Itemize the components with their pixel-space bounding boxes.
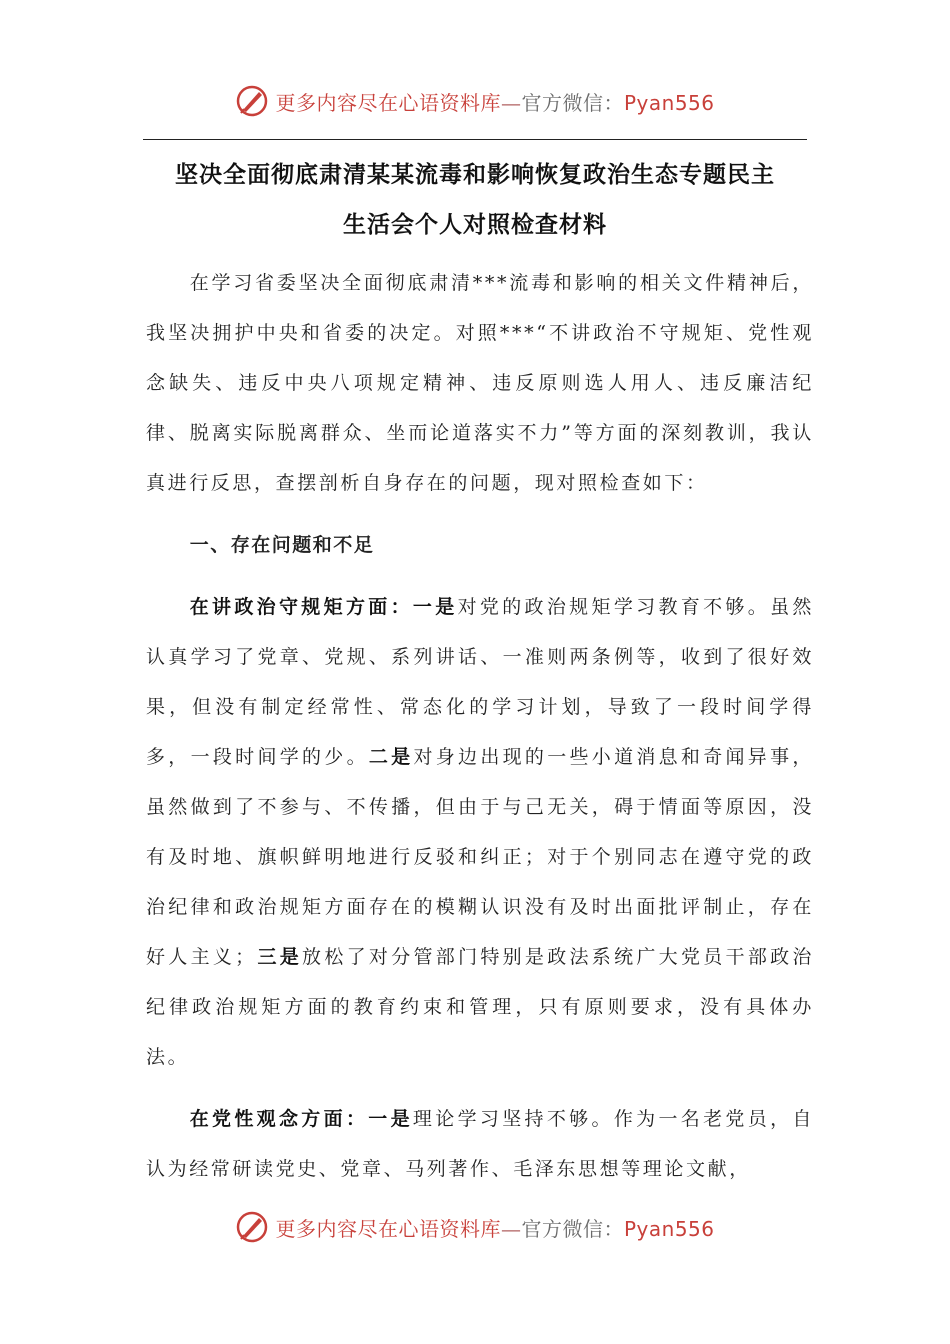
document-title — [143, 150, 807, 250]
banner-text: 更多内容尽在心语资料库—官方微信：Pyan556 — [275, 1216, 715, 1241]
document-body — [146, 258, 814, 1194]
intro-paragraph: 在学习省委坚决全面彻底肃清***流毒和影响的相关文件精神后，我坚决拥护中央和省委的决定。对照***“不讲政治不守规矩、党性观念缺失、违反中央八项规定精神、违反原则选人用人、违反廉洁纪律、脱离实际脱离群众、坐而论道落实不力”等方面的深刻教训，我认真进行反思，查摆剖析自身存在的问题，现对照检查如下： — [146, 272, 814, 494]
title-line-1: 坚决全面彻底肃清某某流毒和影响恢复政治生态专题民主 — [175, 161, 775, 188]
quill-logo-icon — [235, 1210, 269, 1244]
paragraph-party-spirit: 在党性观念方面：一是理论学习坚持不够。作为一名老党员，自认为经常研读党史、党章、马列著作、毛泽东思想等理论文献， — [146, 1108, 814, 1180]
paragraph-politics: 在讲政治守规矩方面：一是对党的政治规矩学习教育不够。虽然认真学习了党章、党规、系列讲话、一准则两条例等，收到了很好效果，但没有制定经常性、常态化的学习计划，导致了一段时间学得多，一段时间学的少。二是对身边出现的一些小道消息和奇闻异事，虽然做到了不参与、不传播，但由于与己无关，碍于情面等原因，没有及时地、旗帜鲜明地进行反驳和纠正；对于个别同志在遵守党的政治纪律和政治规矩方面存在的模糊认识没有及时出面批评制止，存在好人主义；三是放松了对分管部门特别是政法系统广大党员干部政治纪律政治规矩方面的教育约束和管理，只有原则要求，没有具体办法。 — [146, 596, 814, 1068]
banner-text: 更多内容尽在心语资料库—官方微信：Pyan556 — [275, 90, 715, 115]
quill-logo-icon — [235, 84, 269, 118]
title-line-2: 生活会个人对照检查材料 — [343, 211, 607, 238]
section-heading: 一、存在问题和不足 — [189, 534, 375, 556]
footer-banner — [0, 1210, 950, 1244]
header-banner — [0, 84, 950, 118]
header-divider — [143, 139, 807, 140]
